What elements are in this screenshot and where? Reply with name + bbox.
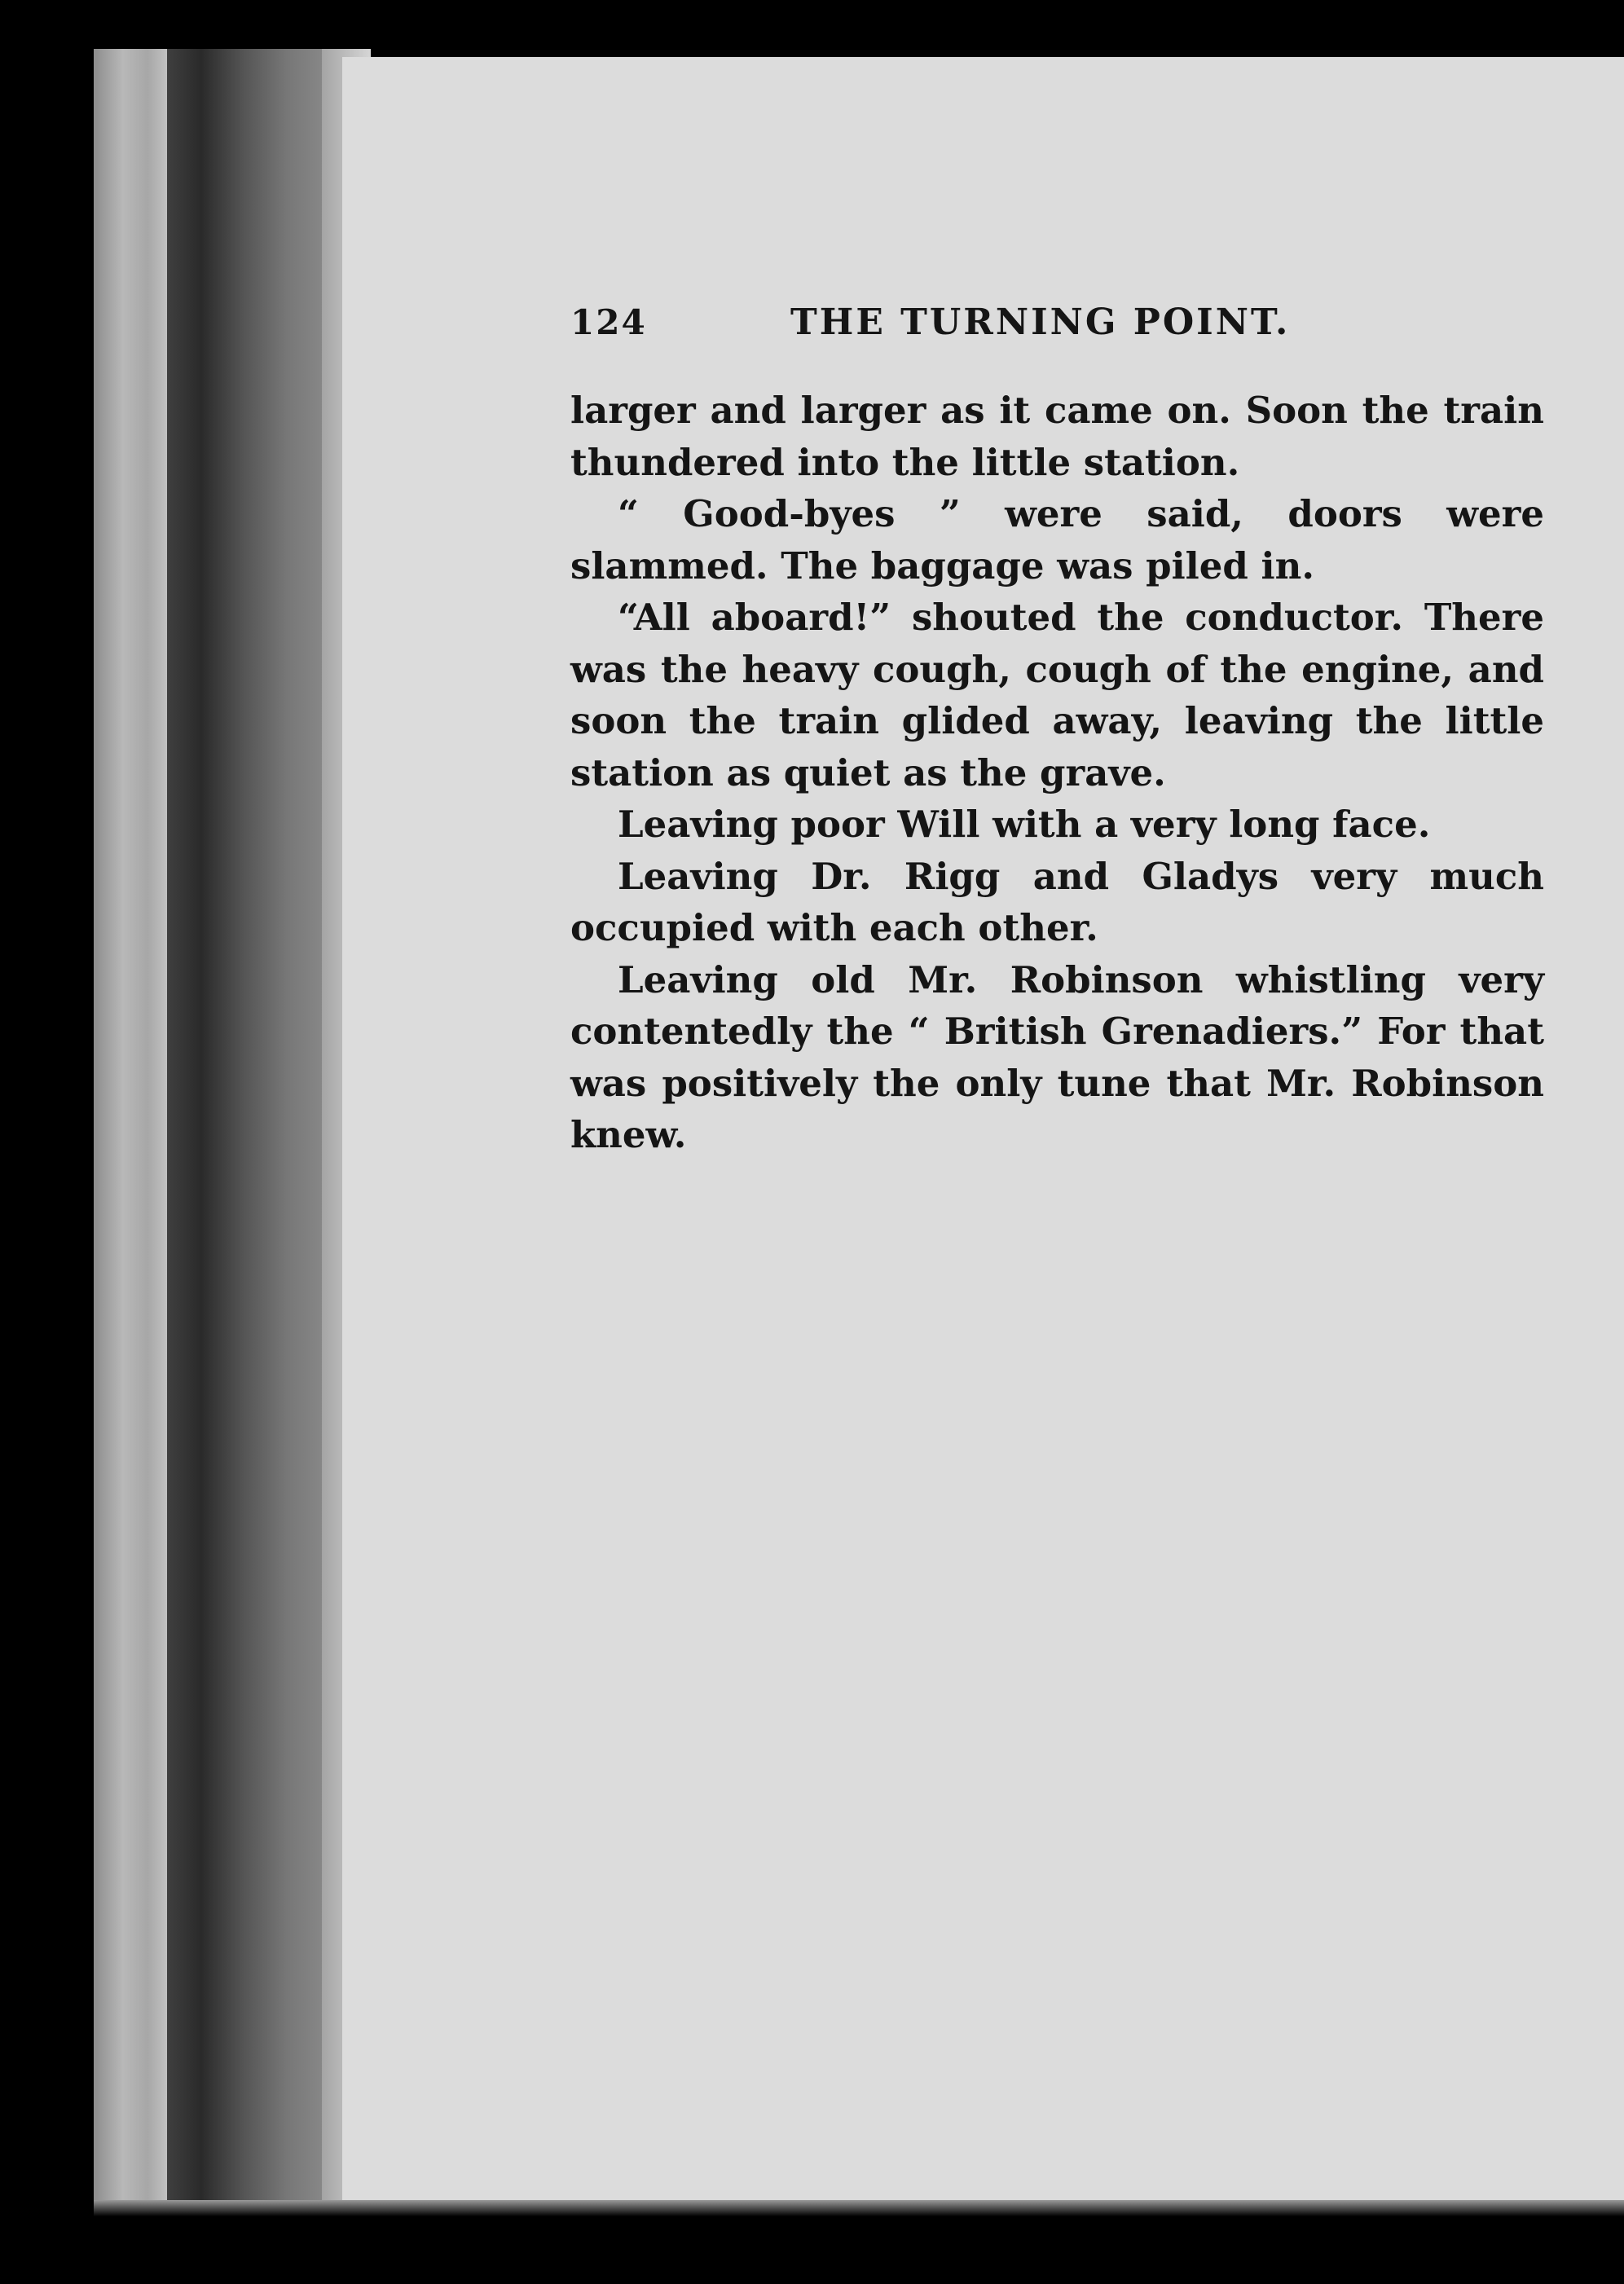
body-text	[570, 385, 1544, 1161]
paragraph-6: Leaving old Mr. Robinson whistling very contentedly the “ British Grenadiers.” For that was positively the only tune that Mr. Robinson knew.	[570, 957, 1544, 1156]
paragraph-2: “ Good-byes ” were said, doors were slammed. The baggage was piled in.	[570, 492, 1544, 588]
paragraph-4: Leaving poor Will with a very long face.	[618, 803, 1431, 846]
paragraph-3: “All aboard!” shouted the conductor. There was the heavy cough, cough of the engine, and soon the train glided away, leaving the little station as quiet as the grave.	[570, 596, 1544, 794]
binding-gutter	[167, 49, 338, 2200]
running-head: THE TURNING POINT.	[790, 301, 1291, 343]
paragraph-1: larger and larger as it came on. Soon the train thundered into the little station.	[570, 389, 1544, 484]
paragraph-5: Leaving Dr. Rigg and Gladys very much occupied with each other.	[570, 854, 1544, 949]
bottom-shadow	[94, 2200, 1624, 2216]
page-header	[570, 301, 1544, 367]
page-number: 124	[570, 302, 647, 342]
text-block	[570, 301, 1544, 1161]
